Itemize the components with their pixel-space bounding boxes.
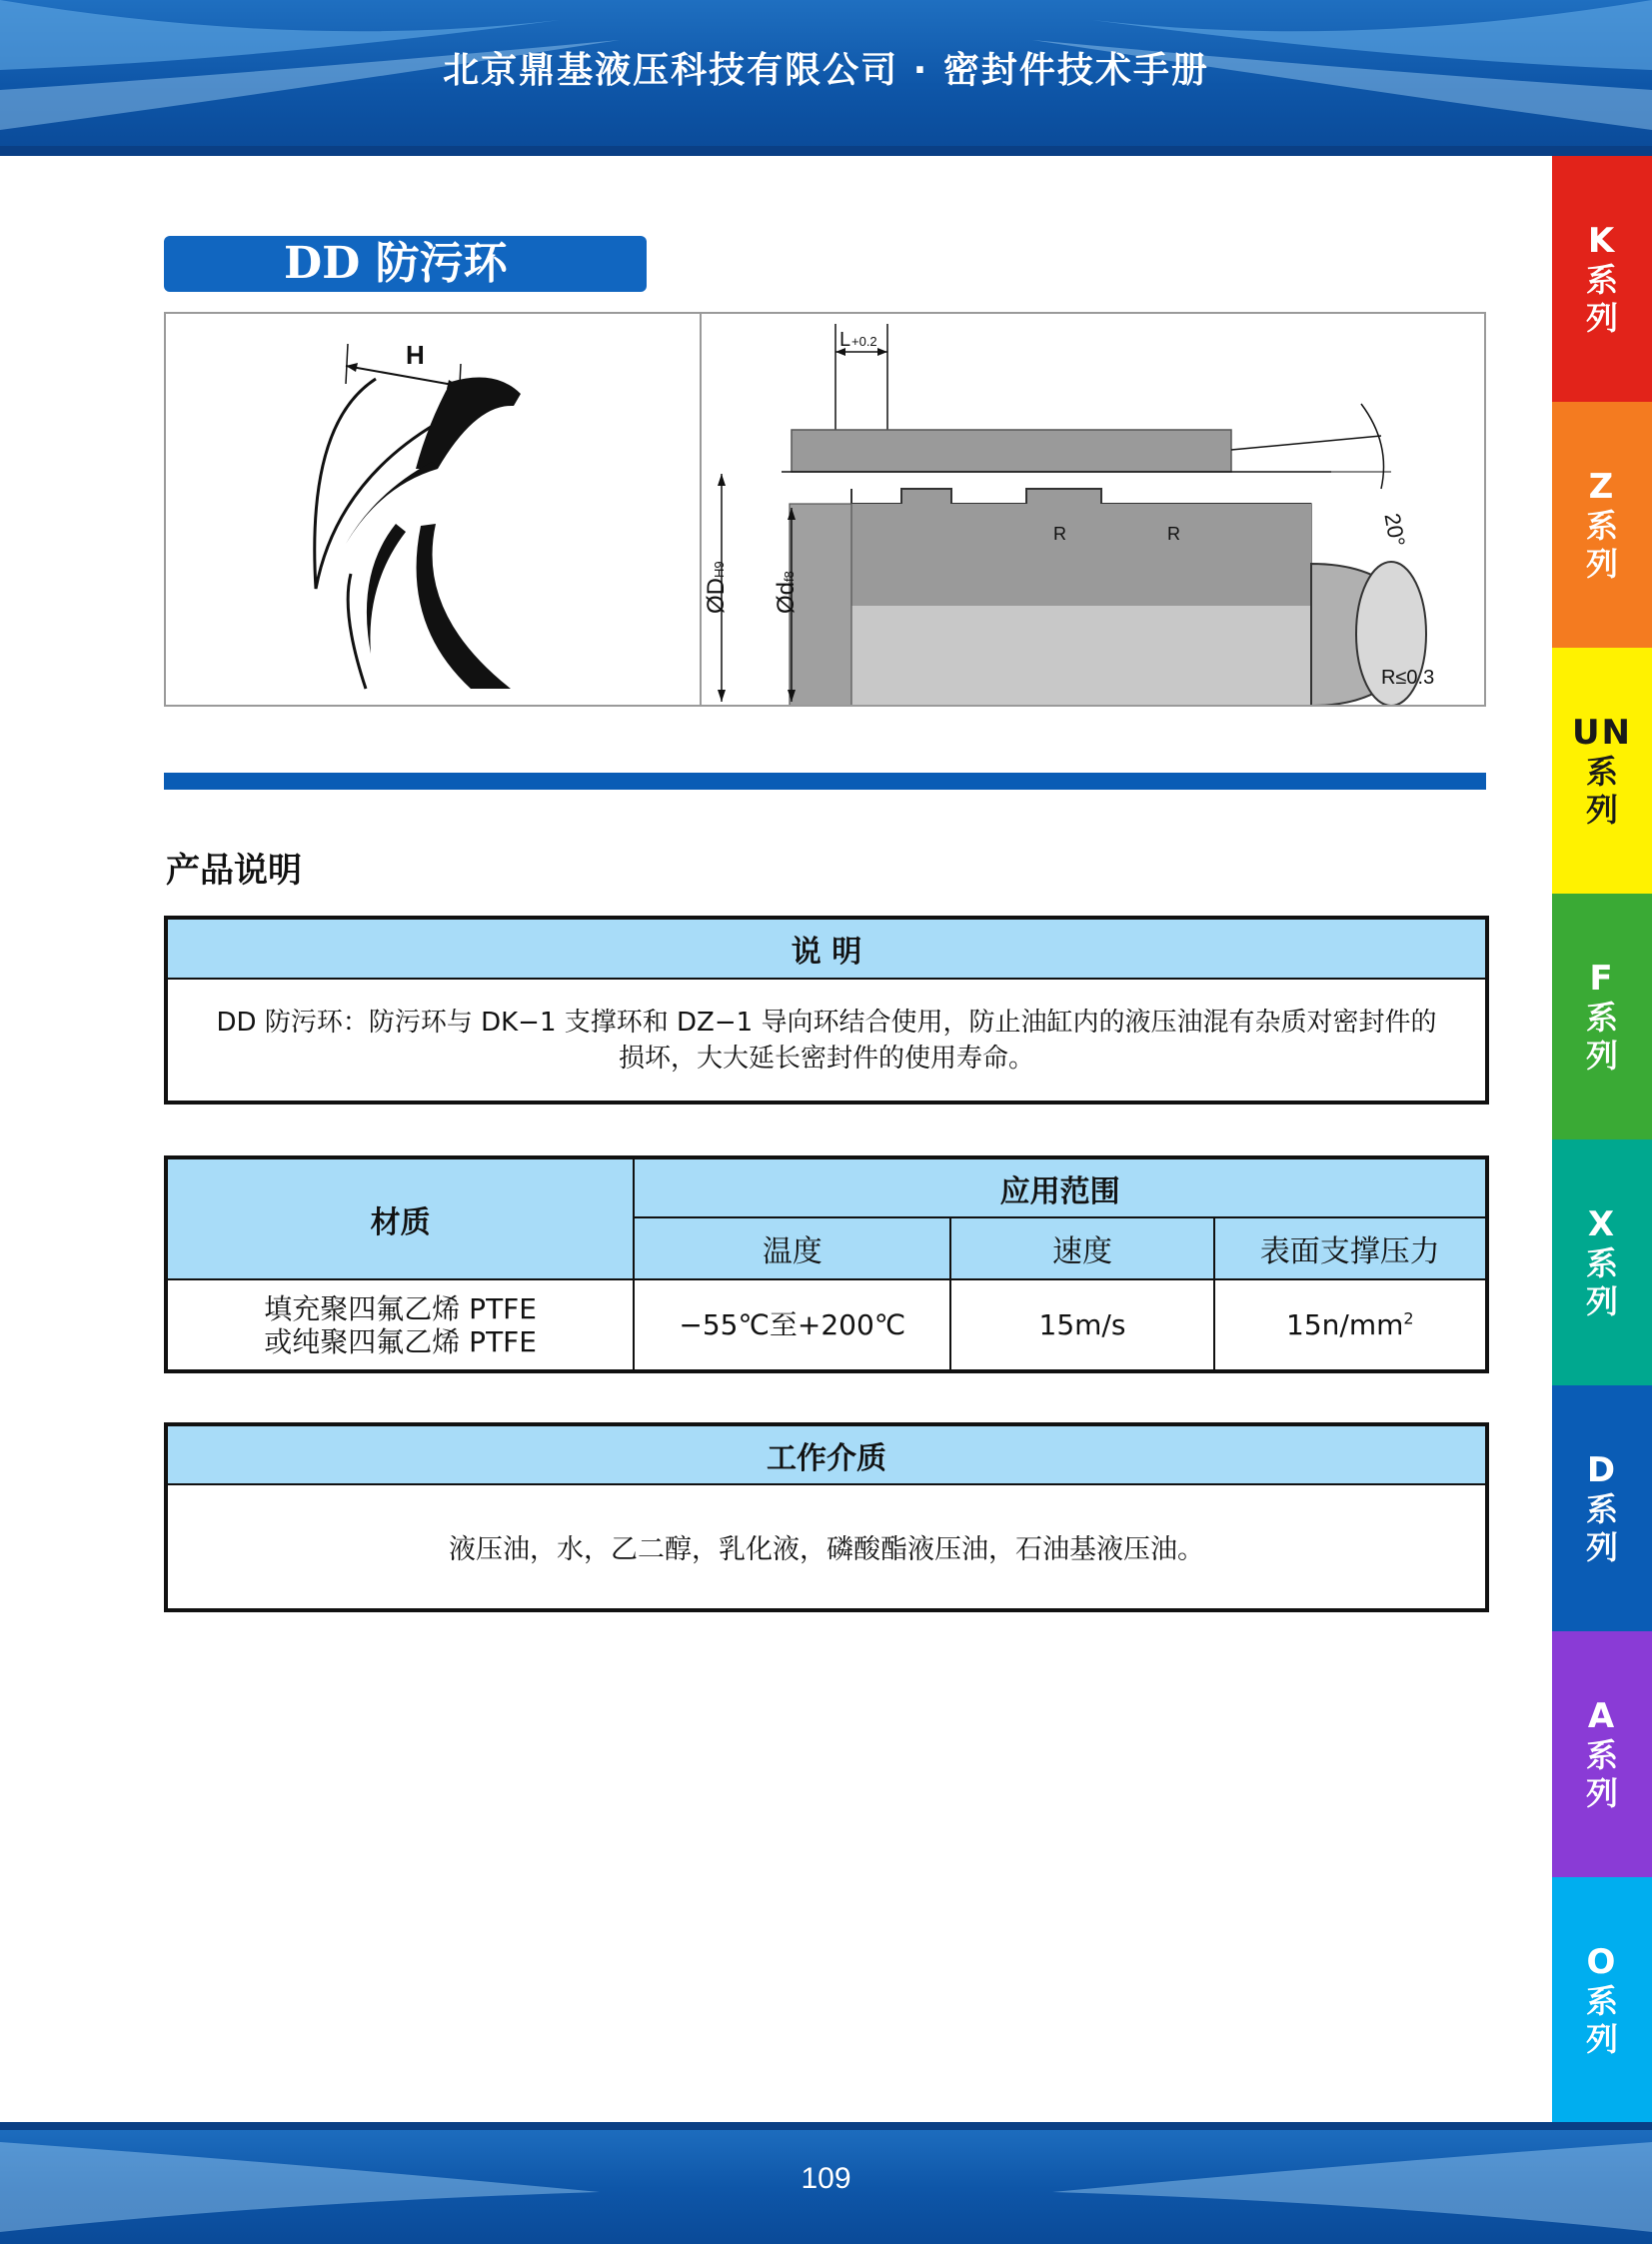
range-header: 应用范围: [634, 1157, 1487, 1217]
rod: [851, 606, 1311, 705]
series-tab-a[interactable]: [1552, 1631, 1652, 1877]
l-label: L: [839, 329, 851, 351]
series-tab-d[interactable]: [1552, 1385, 1652, 1631]
description-line-1: DD 防污环：防污环与 DK−1 支撑环和 DZ−1 导向环结合使用，防止油缸内的液压油混有杂质对密封件的: [216, 1007, 1437, 1038]
h-dimension-line: [346, 366, 459, 386]
groove-radius-label: R: [1053, 524, 1066, 544]
series-tab-label: 系: [1585, 1736, 1618, 1774]
media-cell: 液压油，水，乙二醇，乳化液，磷酸酯液压油，石油基液压油。: [166, 1484, 1487, 1610]
series-tab-z[interactable]: [1552, 402, 1652, 648]
pressure-value: 15n/mm: [1286, 1308, 1404, 1341]
series-tab-o[interactable]: [1552, 1877, 1652, 2123]
series-tab-label: 列: [1585, 2020, 1618, 2058]
series-tab-label: 系: [1585, 1982, 1618, 2020]
l-tolerance: +0.2: [851, 334, 877, 349]
page-footer: [0, 2122, 1652, 2244]
series-tabs: [1552, 156, 1652, 2122]
series-tab-label: 列: [1585, 299, 1618, 337]
housing-bore: [792, 430, 1231, 472]
material-line-2: 或纯聚四氟乙烯 PTFE: [264, 1324, 537, 1358]
specs-table: [164, 1155, 1489, 1373]
material-header: 材质: [166, 1157, 634, 1279]
pressure-cell: [1214, 1279, 1487, 1371]
groove-installation-drawing: [702, 314, 1486, 705]
series-tab-label: 列: [1585, 545, 1618, 583]
material-cell: [166, 1279, 634, 1371]
series-tab-label: 系: [1585, 261, 1618, 299]
description-cell: [166, 979, 1487, 1103]
series-tab-label: 列: [1585, 791, 1618, 829]
series-tab-label: 列: [1585, 1282, 1618, 1320]
series-tab-code: A: [1587, 1696, 1617, 1736]
series-tab-un[interactable]: [1552, 648, 1652, 894]
description-table: [164, 916, 1489, 1105]
page-header: [0, 0, 1652, 156]
series-tab-x[interactable]: [1552, 1139, 1652, 1385]
series-tab-label: 系: [1585, 1244, 1618, 1282]
h-label: H: [406, 340, 425, 370]
temperature-header: 温度: [634, 1217, 950, 1279]
series-tab-code: X: [1587, 1204, 1617, 1244]
series-tab-f[interactable]: [1552, 894, 1652, 1139]
description-header: 说 明: [166, 918, 1487, 979]
series-tab-code: K: [1587, 221, 1617, 261]
series-tab-label: 系: [1585, 999, 1618, 1037]
ring-cross-section-drawing: [166, 314, 700, 705]
rod-diameter-label: Ødf8: [773, 571, 800, 614]
series-tab-code: Z: [1588, 467, 1616, 507]
pressure-header: 表面支撑压力: [1214, 1217, 1487, 1279]
product-title: DD 防污环: [164, 236, 647, 292]
speed-cell: 15m/s: [950, 1279, 1213, 1371]
bore-diameter-label: ØDH9: [703, 561, 730, 614]
series-tab-label: 系: [1585, 753, 1618, 791]
series-tab-label: 系: [1585, 1490, 1618, 1528]
series-tab-code: UN: [1571, 713, 1633, 753]
media-header: 工作介质: [166, 1424, 1487, 1484]
page-number: 109: [801, 2162, 851, 2195]
section-heading: 产品说明: [166, 851, 302, 891]
ring-section-upper: [416, 378, 521, 469]
edge-radius-label: R≤0.3: [1381, 667, 1435, 689]
speed-header: 速度: [950, 1217, 1213, 1279]
technical-drawing: [164, 312, 1486, 707]
section-divider: [164, 773, 1486, 790]
series-tab-code: F: [1589, 959, 1615, 999]
pressure-exponent: 2: [1403, 1308, 1414, 1328]
series-tab-label: 列: [1585, 1037, 1618, 1075]
media-table: [164, 1422, 1489, 1612]
angle-label: 20°: [1379, 511, 1410, 549]
series-tab-code: O: [1586, 1942, 1618, 1982]
series-tab-label: 系: [1585, 507, 1618, 545]
description-line-2: 损坏，大大延长密封件的使用寿命。: [618, 1043, 1034, 1074]
header-title: 北京鼎基液压科技有限公司 · 密封件技术手册: [443, 50, 1209, 91]
series-tab-label: 列: [1585, 1774, 1618, 1812]
temperature-cell: −55℃至+200℃: [634, 1279, 950, 1371]
material-line-1: 填充聚四氟乙烯 PTFE: [264, 1291, 537, 1325]
groove-radius-label: R: [1167, 524, 1180, 544]
series-tab-code: D: [1586, 1450, 1618, 1490]
ring-section-lower: [417, 524, 511, 689]
series-tab-k[interactable]: [1552, 156, 1652, 402]
series-tab-label: 列: [1585, 1528, 1618, 1566]
